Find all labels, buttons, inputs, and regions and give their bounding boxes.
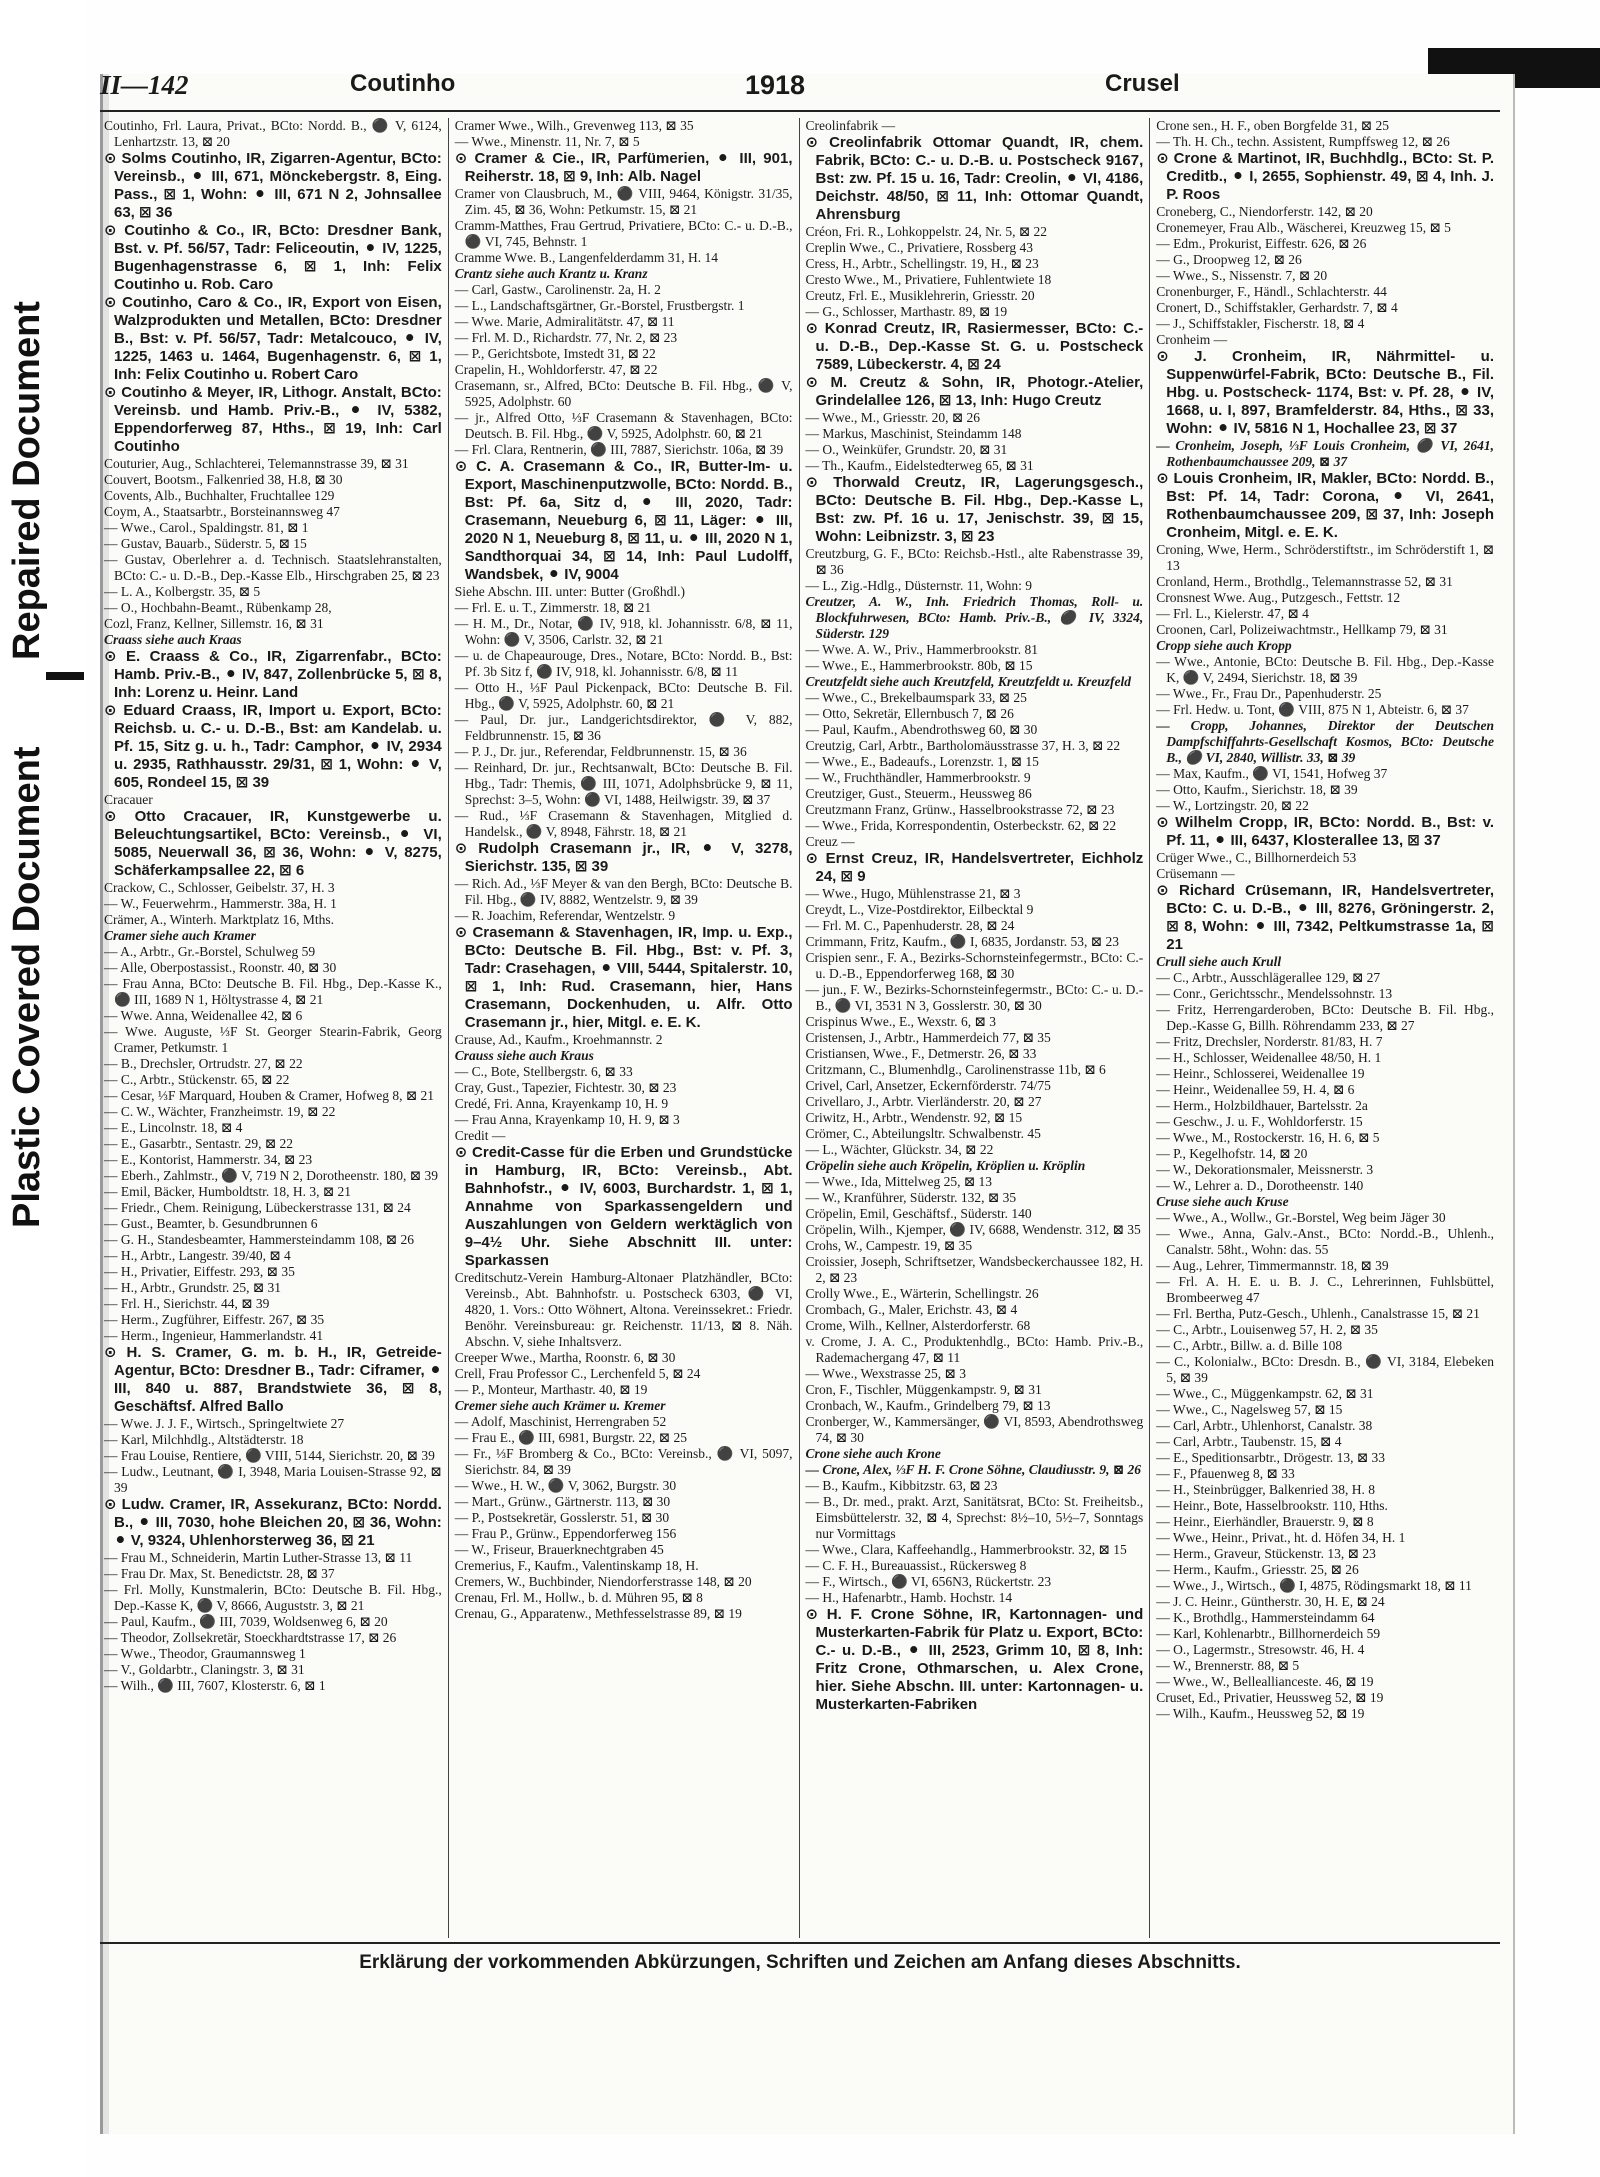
directory-entry: Creutzmann Franz, Grünw., Hasselbrookstrasse 72, ⊠ 23 [805, 802, 1115, 817]
directory-entry: — Edm., Prokurist, Eiffestr. 626, ⊠ 26 [1156, 236, 1367, 251]
directory-entry: ⊙ Thorwald Creutz, IR, Lagerungsgesch., BCto: Deutsche B. Fil. Hbg., Dep.-Kasse L, Bst: zw. Pf. 16 u. 17, Jenischstr. 39, ⊠ 15, Wohn: Leibnizstr. 3, ⊠ 23 [805, 474, 1144, 545]
directory-entry: Creutzfeldt siehe auch Kreutzfeld, Kreutzfeldt u. Kreuzfeld [805, 674, 1132, 689]
directory-entry: — Gust., Beamter, b. Gesundbrunnen 6 [104, 1216, 318, 1231]
directory-entry: — Heinr., Weidenallee 59, H. 4, ⊠ 6 [1156, 1082, 1355, 1097]
directory-entry: Creolinfabrik — [805, 118, 896, 133]
directory-entry: — Crone, Alex, ⅓F H. F. Crone Söhne, Claudiusstr. 9, ⊠ 26 [805, 1462, 1142, 1477]
directory-entry: Cresto Wwe., M., Privatiere, Fuhlentwiete 18 [805, 272, 1052, 287]
directory-entry: — O., Weinküfer, Grundstr. 20, ⊠ 31 [805, 442, 1008, 457]
directory-entry: — Theodor, Zollsekretär, Stoeckhardtstrasse 17, ⊠ 26 [104, 1630, 397, 1645]
directory-entry: — Wwe., C., Müggenkampstr. 62, ⊠ 31 [1156, 1386, 1374, 1401]
directory-entry: Crispinus Wwe., E., Wexstr. 6, ⊠ 3 [805, 1014, 996, 1029]
directory-entry: — C., Kolonialw., BCto: Dresdn. B., ⚫ VI, 3184, Elebeken 5, ⊠ 39 [1156, 1354, 1494, 1385]
directory-entry: Crackow, C., Schlosser, Geibelstr. 37, H. 3 [104, 880, 335, 895]
directory-entry: Crivellaro, J., Arbtr. Vierländerstr. 20, ⊠ 27 [805, 1094, 1042, 1109]
directory-entry: — Wwe., W., Belleallianceste. 46, ⊠ 19 [1156, 1674, 1374, 1689]
directory-entry: — L., Zig.-Hdlg., Düsternstr. 11, Wohn: 9 [805, 578, 1033, 593]
directory-entry: ⊙ Credit-Casse für die Erben und Grundstücke in Hamburg, IR, BCto: Vereinsb., Abt. Bahnhofstr., ⚫ IV, 6003, Burchardstr. 1, ⊠ 1, Annahme von Sparkassengeldern und Auszahlungen von Geldern werktäglich von 9–4½ Uhr. Siehe Abschnitt III. unter: Sparkassen [454, 1144, 793, 1269]
directory-entry: — Wwe., Frida, Korrespondentin, Osterbeckstr. 62, ⊠ 22 [805, 818, 1117, 833]
directory-entry: — P. J., Dr. jur., Referendar, Feldbrunnenstr. 15, ⊠ 36 [454, 744, 747, 759]
directory-entry: — Wilh., Kaufm., Heussweg 52, ⊠ 19 [1156, 1706, 1365, 1721]
directory-entry: — E., Gasarbtr., Sentastr. 29, ⊠ 22 [104, 1136, 294, 1151]
directory-entry: — P., Gerichtsbote, Imstedt 31, ⊠ 22 [454, 346, 656, 361]
directory-entry: — Paul, Kaufm., Abendrothsweg 60, ⊠ 30 [805, 722, 1038, 737]
directory-entry: Cronberger, W., Kammersänger, ⚫ VI, 8593, Abendrothsweg 74, ⊠ 30 [805, 1414, 1144, 1445]
directory-entry: ⊙ Richard Crüsemann, IR, Handelsvertreter, BCto: C. u. D.-B., ⚫ III, 8276, Gröningerstr. 2, ⊠ 8, Wohn: ⚫ III, 7342, Peltkumstrasse 1a, ⊠ 21 [1156, 882, 1494, 953]
directory-entry: — Paul, Kaufm., ⚫ III, 7039, Woldsenweg 6, ⊠ 20 [104, 1614, 388, 1629]
directory-entry: — jr., Alfred Otto, ⅓F Crasemann & Stavenhagen, BCto: Deutsch. B. Fil. Hbg., ⚫ V, 5925, Adolphstr. 60, ⊠ 21 [454, 410, 793, 441]
directory-entry: Cröpelin, Emil, Geschäftsf., Süderstr. 140 [805, 1206, 1032, 1221]
directory-entry: — Frau Anna, Krayenkamp 10, H. 9, ⊠ 3 [454, 1112, 680, 1127]
directory-entry: — Fritz, Drechsler, Norderstr. 81/83, H. 7 [1156, 1034, 1383, 1049]
directory-entry: Croning, Wwe, Herm., Schröderstiftstr., im Schröderstift 1, ⊠ 13 [1156, 542, 1494, 573]
directory-entry: Couturier, Aug., Schlachterei, Telemannstrasse 39, ⊠ 31 [104, 456, 409, 471]
directory-entry: — H., Steinbrügger, Balkenried 38, H. 8 [1156, 1482, 1376, 1497]
directory-entry: — Karl, Milchhdlg., Altstädterstr. 18 [104, 1432, 304, 1447]
directory-entry: — P., Postsekretär, Gosslerstr. 51, ⊠ 30 [454, 1510, 670, 1525]
directory-entry: ⊙ Eduard Craass, IR, Import u. Export, BCto: Reichsb. u. C.- u. D.-B., Bst: am Kandelab. u. Pf. 15, Sitz g. u. h., Tadr: Camphor, ⚫ IV, 2934 u. 2935, Rathhausstr. 29/31, ⊠ 1, Wohn: ⚫ V, 605, Rondeel 15, ⊠ 39 [104, 702, 442, 791]
directory-entry: Cropp siehe auch Kropp [1156, 638, 1292, 653]
directory-entry: — O., Hochbahn-Beamt., Rübenkamp 28, [104, 600, 332, 615]
directory-entry: Crolly Wwe., E., Wärterin, Schellingstr. 26 [805, 1286, 1039, 1301]
directory-entry: Cron, F., Tischler, Müggenkampstr. 9, ⊠ 31 [805, 1382, 1042, 1397]
directory-entry: Crohs, W., Campestr. 19, ⊠ 35 [805, 1238, 973, 1253]
directory-entry: — Cropp, Johannes, Direktor der Deutschen Dampfschiffahrts-Gesellschaft Kosmos, BCto: Deutsche B., ⚫ VI, 2840, Willistr. 33, ⊠ 39 [1156, 718, 1494, 765]
directory-entry: ⊙ Coutinho & Co., IR, BCto: Dresdner Bank, Bst. v. Pf. 56/57, Tadr: Feliceoutin, ⚫ IV, 1225, Bugenhagenstrasse 6, ⊠ 1, Inh: Felix Coutinho u. Rob. Caro [104, 222, 442, 293]
directory-entry: Cramer von Clausbruch, M., ⚫ VIII, 9464, Königstr. 31/35, Zim. 45, ⊠ 36, Wohn: Petkumstr. 15, ⊠ 21 [454, 186, 793, 217]
directory-entry: — Wwe., Hugo, Mühlenstrasse 21, ⊠ 3 [805, 886, 1021, 901]
directory-entry: — E., Speditionsarbtr., Drögestr. 13, ⊠ 33 [1156, 1450, 1386, 1465]
directory-entry: Cronbach, W., Kaufm., Grindelberg 79, ⊠ 13 [805, 1398, 1051, 1413]
directory-entry: ⊙ Otto Cracauer, IR, Kunstgewerbe u. Beleuchtungsartikel, BCto: Vereinsb., ⚫ VI, 5085, Neuerwall 36, ⊠ 36, Wohn: ⚫ V, 8275, Schäferkampsallee 22, ⊠ 6 [104, 808, 442, 879]
directory-entry: — Eberh., Zahlmstr., ⚫ V, 719 N 2, Dorotheenstr. 180, ⊠ 39 [104, 1168, 438, 1183]
directory-entry: — C. W., Wächter, Franzheimstr. 19, ⊠ 22 [104, 1104, 336, 1119]
directory-entry: ⊙ M. Creutz & Sohn, IR, Photogr.-Atelier, Grindelallee 126, ⊠ 13, Inh: Hugo Creutz [805, 374, 1144, 409]
directory-entry: Crüger Wwe., C., Billhornerdeich 53 [1156, 850, 1357, 865]
directory-entry: — Herm., Zugführer, Eiffestr. 267, ⊠ 35 [104, 1312, 325, 1327]
directory-entry: ⊙ Coutinho, Caro & Co., IR, Export von Eisen, Walzprodukten und Metallen, BCto: Dresdner B., Bst: v. Pf. 56/57, Tadr: Metalcouco, ⚫ IV, 1225, 1463 u. 1464, Bugenhagenstr. 6, ⊠ 1, Inh: Felix Coutinho u. Robert Caro [104, 294, 442, 383]
directory-entry: ⊙ Rudolph Crasemann jr., IR, ⚫ V, 3278, Sierichstr. 135, ⊠ 39 [454, 840, 793, 875]
directory-entry: — Fr., ⅓F Bromberg & Co., BCto: Vereinsb., ⚫ VI, 5097, Sierichstr. 84, ⊠ 39 [454, 1446, 793, 1477]
directory-entry: — B., Dr. med., prakt. Arzt, Sanitätsrat, BCto: St. Freiheitsb., Eimsbüttelerstr. 32, ⊠ 4, Sprechst: 8½–10, 5½–7, Sonntags nur Vormittags [805, 1494, 1144, 1541]
directory-entry: Criwitz, H., Arbtr., Wendenstr. 92, ⊠ 15 [805, 1110, 1023, 1125]
directory-entry: — Paul, Dr. jur., Landgerichtsdirektor, ⚫ V, 882, Feldbrunnenstr. 15, ⊠ 36 [454, 712, 793, 743]
directory-entry: Coym, A., Staatsarbtr., Borsteinannsweg 47 [104, 504, 340, 519]
directory-entry: — A., Arbtr., Gr.-Borstel, Schulweg 59 [104, 944, 316, 959]
directory-entry: — Wwe., Ida, Mittelweg 25, ⊠ 13 [805, 1174, 993, 1189]
directory-entry: Cramer siehe auch Kramer [104, 928, 256, 943]
directory-entry: Creutzer, A. W., Inh. Friedrich Thomas, Roll- u. Blockfuhrwesen, BCto: Hamb. Priv.-B., ⚫ IV, 3324, Süderstr. 129 [805, 594, 1144, 641]
directory-entry: — H. M., Dr., Notar, ⚫ IV, 918, kl. Johannisstr. 6/8, ⊠ 11, Wohn: ⚫ V, 3506, Carlstr. 32, ⊠ 21 [454, 616, 793, 647]
directory-entry: — R. Joachim, Referendar, Wentzelstr. 9 [454, 908, 676, 923]
directory-entry: — Wwe. A. W., Priv., Hammerbrookstr. 81 [805, 642, 1038, 657]
directory-entry: — G., Schlosser, Marthastr. 89, ⊠ 19 [805, 304, 1008, 319]
directory-entry: — P., Kegelhofstr. 14, ⊠ 20 [1156, 1146, 1308, 1161]
directory-entry: — Carl, Gastw., Carolinenstr. 2a, H. 2 [454, 282, 661, 297]
directory-entry: ⊙ Konrad Creutz, IR, Rasiermesser, BCto: C.- u. D.-B., Dep.-Kasse St. G. u. Postscheck 7589, Lübeckerstr. 4, ⊠ 24 [805, 320, 1144, 373]
directory-entry: — Otto, Sekretär, Ellernbusch 7, ⊠ 26 [805, 706, 1014, 721]
directory-entry: Creydt, L., Vize-Postdirektor, Eilbecktal 9 [805, 902, 1034, 917]
directory-entry: — Wwe., C., Nagelsweg 57, ⊠ 15 [1156, 1402, 1343, 1417]
directory-entry: Crell, Frau Professor C., Lerchenfeld 5, ⊠ 24 [454, 1366, 701, 1381]
directory-entry: ⊙ Ludw. Cramer, IR, Assekuranz, BCto: Nordd. B., ⚫ III, 7030, hohe Bleichen 20, ⊠ 36, Wohn: ⚫ V, 9324, Uhlenhorsterweg 36, ⊠ 21 [104, 1496, 442, 1549]
directory-entry: — Wwe., S., Nissenstr. 7, ⊠ 20 [1156, 268, 1328, 283]
directory-entry: — J., Schiffstakler, Fischerstr. 18, ⊠ 4 [1156, 316, 1365, 331]
directory-entry: Credit — [454, 1128, 506, 1143]
directory-entry: — Frl. A. H. E. u. B. J. C., Lehrerinnen, Fuhlsbüttel, Brombeerweg 47 [1156, 1274, 1494, 1305]
directory-entry: — Wwe., A., Wollw., Gr.-Borstel, Weg beim Jäger 30 [1156, 1210, 1446, 1225]
directory-entry: — Heinr., Bote, Hasselbrookstr. 110, Hths. [1156, 1498, 1388, 1513]
directory-entry: — Gustav, Bauarb., Süderstr. 5, ⊠ 15 [104, 536, 307, 551]
directory-entry: Crispien senr., F. A., Bezirks-Schornsteinfegermstr., BCto: C.- u. D.-B., Eppendorferweg 168, ⊠ 30 [805, 950, 1144, 981]
directory-entry: Cröpelin siehe auch Kröpelin, Kröplien u. Kröplin [805, 1158, 1086, 1173]
directory-entry: — Wwe., C., Brekelbaumspark 33, ⊠ 25 [805, 690, 1027, 705]
directory-entry: Crivel, Carl, Ansetzer, Eckernförderstr. 74/75 [805, 1078, 1051, 1093]
footer-rule [100, 1942, 1500, 1944]
directory-entry: — Alle, Oberpostassist., Roonstr. 40, ⊠ 30 [104, 960, 337, 975]
directory-entry: Crömer, C., Abteilungsltr. Schwalbenstr. 45 [805, 1126, 1041, 1141]
directory-entry: — Wwe., J., Wirtsch., ⚫ I, 4875, Rödingsmarkt 18, ⊠ 11 [1156, 1578, 1472, 1593]
directory-entry: Crantz siehe auch Krantz u. Kranz [454, 266, 648, 281]
directory-entry: — H., Schlosser, Weidenallee 48/50, H. 1 [1156, 1050, 1382, 1065]
directory-entry: Cronenburger, F., Händl., Schlachterstr. 44 [1156, 284, 1387, 299]
directory-entry: — F., Wirtsch., ⚫ VI, 656N3, Rückertstr. 23 [805, 1574, 1052, 1589]
directory-entry: — W., Friseur, Brauerknechtgraben 45 [454, 1542, 664, 1557]
directory-entry: — Frau M., Schneiderin, Martin Luther-Strasse 13, ⊠ 11 [104, 1550, 413, 1565]
directory-entry: — C., Arbtr., Billw. a. d. Bille 108 [1156, 1338, 1343, 1353]
directory-entry: — Karl, Kohlenarbtr., Billhornerdeich 59 [1156, 1626, 1381, 1641]
directory-entry: — W., Feuerwehrm., Hammerstr. 38a, H. 1 [104, 896, 337, 911]
directory-entry: — O., Lagermstr., Stresowstr. 46, H. 4 [1156, 1642, 1365, 1657]
directory-entry: — Frl. E. u. T., Zimmerstr. 18, ⊠ 21 [454, 600, 652, 615]
directory-entry: — Herm., Holzbildhauer, Bartelsstr. 2a [1156, 1098, 1368, 1113]
directory-entry: Cremer siehe auch Krämer u. Kremer [454, 1398, 666, 1413]
directory-entry: — Frau Louise, Rentiere, ⚫ VIII, 5144, Sierichstr. 20, ⊠ 39 [104, 1448, 435, 1463]
directory-entry: Craass siehe auch Kraas [104, 632, 242, 647]
directory-entry: ⊙ Crone & Martinot, IR, Buchhdlg., BCto: St. P. Creditb., ⚫ I, 2655, Sophienstr. 49, ⊠ 4, Inh. J. P. Roos [1156, 150, 1494, 203]
directory-entry: — Frl. L., Kielerstr. 47, ⊠ 4 [1156, 606, 1309, 621]
directory-entry: Crimmann, Fritz, Kaufm., ⚫ I, 6835, Jordanstr. 53, ⊠ 23 [805, 934, 1119, 949]
directory-entry: — G., Droopweg 12, ⊠ 26 [1156, 252, 1302, 267]
directory-entry: — Reinhard, Dr. jur., Rechtsanwalt, BCto: Deutsche B. Fil. Hbg., Tadr: Themis, ⚫ III, 1071, Adolphsbrücke 9, ⊠ 11, Sprechst: 3–5, Wohn: ⚫ VI, 1488, Heilwigstr. 39, ⊠ 37 [454, 760, 793, 807]
directory-entry: — P., Monteur, Marthastr. 40, ⊠ 19 [454, 1382, 648, 1397]
directory-entry: ⊙ Wilhelm Cropp, IR, BCto: Nordd. B., Bst: v. Pf. 11, ⚫ III, 6437, Klosterallee 13, ⊠ 37 [1156, 814, 1494, 849]
directory-entry: Creutz, Frl. E., Musiklehrerin, Griesstr. 20 [805, 288, 1035, 303]
directory-entry: — Heinr., Eierhändler, Brauerstr. 9, ⊠ 8 [1156, 1514, 1374, 1529]
directory-entry: Cremerius, F., Kaufm., Valentinskamp 18, H. [454, 1558, 699, 1573]
directory-entry: — Friedr., Chem. Reinigung, Lübeckerstrasse 131, ⊠ 24 [104, 1200, 411, 1215]
directory-entry: — Frl. M. C., Papenhuderstr. 28, ⊠ 24 [805, 918, 1015, 933]
directory-entry: Cronemeyer, Frau Alb., Wäscherei, Kreuzweg 15, ⊠ 5 [1156, 220, 1451, 235]
directory-entry: Crull siehe auch Krull [1156, 954, 1282, 969]
directory-entry: — L. A., Kolbergstr. 35, ⊠ 5 [104, 584, 261, 599]
directory-entry: Crenau, Frl. M., Hollw., b. d. Mühren 95, ⊠ 8 [454, 1590, 703, 1605]
header-left-word: Coutinho [350, 70, 456, 97]
directory-entry: Siehe Abschn. III. unter: Butter (Großhdl.) [454, 584, 685, 599]
directory-entry: Crapelin, H., Wohldorferstr. 47, ⊠ 22 [454, 362, 658, 377]
directory-entry: ⊙ J. Cronheim, IR, Nährmittel- u. Suppenwürfel-Fabrik, BCto: Deutsche B., Fil. Hbg. u. Postscheck- 1174, Bst: v. Pf. 28, ⚫ IV, 1668, u. I, 897, Bramfelderstr. 84, Hths., ⊠ 33, Wohn: ⚫ IV, 5816 N 1, Hochallee 23, ⊠ 37 [1156, 348, 1494, 437]
directory-entry: Croonen, Carl, Polizeiwachtmstr., Hellkamp 79, ⊠ 31 [1156, 622, 1448, 637]
column-4 [1149, 118, 1500, 1938]
directory-entry: Cronert, D., Schiffstakler, Gerhardstr. 7, ⊠ 4 [1156, 300, 1398, 315]
directory-entry: — Wwe., E., Badeaufs., Lorenzstr. 1, ⊠ 15 [805, 754, 1039, 769]
header-right-word: Crusel [1105, 70, 1180, 97]
directory-entry: Cronland, Herm., Brothdlg., Telemannstrasse 52, ⊠ 31 [1156, 574, 1453, 589]
directory-entry: Crenau, G., Apparatenw., Methfesselstrasse 89, ⊠ 19 [454, 1606, 742, 1621]
directory-entry: Cress, H., Arbtr., Schellingstr. 19, H., ⊠ 23 [805, 256, 1039, 271]
directory-entry: Cronsnest Wwe. Aug., Putzgesch., Fettstr. 12 [1156, 590, 1401, 605]
column-1 [98, 118, 448, 1938]
directory-entry: Creutzig, Carl, Arbtr., Bartholomäusstrasse 37, H. 3, ⊠ 22 [805, 738, 1121, 753]
directory-entry: Coutinho, Frl. Laura, Privat., BCto: Nordd. B., ⚫ V, 6124, Lenhartzstr. 13, ⊠ 20 [104, 118, 442, 149]
entry-columns [98, 118, 1500, 1938]
directory-entry: — Wwe. J. J. F., Wirtsch., Springeltwiete 27 [104, 1416, 345, 1431]
directory-entry: Cristiansen, Wwe., F., Detmerstr. 26, ⊠ 33 [805, 1046, 1037, 1061]
directory-entry: ⊙ H. S. Cramer, G. m. b. H., IR, Getreide-Agentur, BCto: Dresdner B., Tadr: Ciframer, ⚫ III, 840 u. 887, Brandstwiete 36, ⊠ 8, Geschäftsf. Alfred Ballo [104, 1344, 442, 1415]
directory-entry: — H., Privatier, Eiffestr. 293, ⊠ 35 [104, 1264, 295, 1279]
directory-entry: — Conr., Gerichtsschr., Mendelssohnstr. 13 [1156, 986, 1393, 1001]
directory-entry: — u. de Chapeaurouge, Dres., Notare, BCto: Nordd. B., Bst: Pf. 3b Sitz f, ⚫ IV, 918, kl. Johannisstr. 6/8, ⊠ 11 [454, 648, 793, 679]
directory-entry: — Carl, Arbtr., Taubenstr. 15, ⊠ 4 [1156, 1434, 1342, 1449]
directory-entry: Crasemann, sr., Alfred, BCto: Deutsche B. Fil. Hbg., ⚫ V, 5925, Adolphstr. 60 [454, 378, 793, 409]
directory-entry: Covents, Alb., Buchhalter, Fruchtallee 129 [104, 488, 335, 503]
directory-entry: ⊙ H. F. Crone Söhne, IR, Kartonnagen- und Musterkarten-Fabrik für Platz u. Export, BCto: C.- u. D.-B., ⚫ III, 2523, Grimm 10, ⊠ 8, Inh: Fritz Crone, Othmarschen, u. Alex Crone, hier. Siehe Abschn. III. unter: Kartonnagen- u. Musterkarten-Fabriken [805, 1606, 1144, 1713]
directory-entry: — Ludw., Leutnant, ⚫ I, 3948, Maria Louisen-Strasse 92, ⊠ 39 [104, 1464, 442, 1495]
directory-entry: — Adolf, Maschinist, Herrengraben 52 [454, 1414, 667, 1429]
directory-entry: — Frl. Clara, Rentnerin, ⚫ III, 7887, Sierichstr. 106a, ⊠ 39 [454, 442, 784, 457]
directory-entry: — Wwe., M., Griesstr. 20, ⊠ 26 [805, 410, 981, 425]
footer-note: Erklärung der vorkommenden Abkürzungen, Schriften und Zeichen am Anfang dieses Abschnitts. [359, 1952, 1241, 1973]
directory-entry: — C., Arbtr., Ausschlägerallee 129, ⊠ 27 [1156, 970, 1381, 985]
directory-entry: Creutziger, Gust., Steuerm., Heussweg 86 [805, 786, 1032, 801]
side-margin [0, 0, 86, 2177]
directory-entry: ⊙ Creolinfabrik Ottomar Quandt, IR, chem. Fabrik, BCto: C.- u. D.-B. u. Postscheck 9167, Bst: zw. Pf. 15 u. 16, Tadr: Creolin, ⚫ VI, 4186, Deichstr. 48/50, ⊠ 11, Inh: Ottomar Quandt, Ahrensburg [805, 134, 1144, 223]
directory-entry: — Wwe., H. W., ⚫ V, 3062, Burgstr. 30 [454, 1478, 677, 1493]
directory-entry: — Wwe., Clara, Kaffeehandlg., Hammerbrookstr. 32, ⊠ 15 [805, 1542, 1127, 1557]
directory-entry: — Wwe., Heinr., Privat., ht. d. Höfen 34, H. 1 [1156, 1530, 1406, 1545]
directory-entry: — V., Goldarbtr., Claningstr. 3, ⊠ 31 [104, 1662, 305, 1677]
directory-entry: Créon, Fri. R., Lohkoppelstr. 24, Nr. 5, ⊠ 22 [805, 224, 1048, 239]
directory-entry: Crone siehe auch Krone [805, 1446, 941, 1461]
directory-entry: Cozl, Franz, Kellner, Sillemstr. 16, ⊠ 31 [104, 616, 324, 631]
directory-entry: — C., Bote, Stellbergstr. 6, ⊠ 33 [454, 1064, 633, 1079]
directory-entry: — Cronheim, Joseph, ⅓F Louis Cronheim, ⚫ VI, 2641, Rothenbaumchaussee 209, ⊠ 37 [1156, 438, 1494, 469]
directory-entry: — Carl, Arbtr., Uhlenhorst, Canalstr. 38 [1156, 1418, 1373, 1433]
directory-entry: — W., Brennerstr. 88, ⊠ 5 [1156, 1658, 1300, 1673]
directory-entry: — Wwe., Anna, Galv.-Anst., BCto: Nordd.-B., Uhlenh., Canalstr. 58ht., Wohn: das. 55 [1156, 1226, 1494, 1257]
repaired-document-label: Repaired Document [6, 301, 48, 660]
directory-entry: Cramme Wwe. B., Langenfelderdamm 31, H. 14 [454, 250, 719, 265]
directory-entry: — Frau Anna, BCto: Deutsche B. Fil. Hbg., Dep.-Kasse K., ⚫ III, 1689 N 1, Höltystrasse 4, ⊠ 21 [104, 976, 442, 1007]
directory-entry: ⊙ Solms Coutinho, IR, Zigarren-Agentur, BCto: Vereinsb., ⚫ III, 671, Mönckebergstr. 8, Eing. Pass., ⊠ 1, Wohn: ⚫ III, 671 N 2, Johnsallee 63, ⊠ 36 [104, 150, 442, 221]
directory-entry: Creeper Wwe., Martha, Roonstr. 6, ⊠ 30 [454, 1350, 676, 1365]
directory-entry: — Wwe., Theodor, Graumannsweg 1 [104, 1646, 306, 1661]
directory-entry: — Markus, Maschinist, Steindamm 148 [805, 426, 1022, 441]
directory-entry: — H., Arbtr., Grundstr. 25, ⊠ 31 [104, 1280, 282, 1295]
directory-entry: — Wwe. Anna, Weidenallee 42, ⊠ 6 [104, 1008, 303, 1023]
directory-entry: — Frl. Hedw. u. Tont, ⚫ VIII, 875 N 1, Abteistr. 6, ⊠ 37 [1156, 702, 1469, 717]
directory-entry: Crüsemann — [1156, 866, 1235, 881]
directory-entry: — Frl. Bertha, Putz-Gesch., Uhlenh., Canalstrasse 15, ⊠ 21 [1156, 1306, 1480, 1321]
directory-entry: — Gustav, Oberlehrer a. d. Technisch. Staatslehranstalten, BCto: C.- u. D.-B., Dep.-Kasse Elb., Hirschgraben 25, ⊠ 23 [104, 552, 442, 583]
directory-entry: — C., Arbtr., Stückenstr. 65, ⊠ 22 [104, 1072, 290, 1087]
directory-entry: ⊙ E. Craass & Co., IR, Zigarrenfabr., BCto: Hamb. Priv.-B., ⚫ IV, 847, Zollenbrücke 5, ⊠ 8, Inh: Lorenz u. Heinr. Land [104, 648, 442, 701]
directory-entry: — Frau P., Grünw., Eppendorferweg 156 [454, 1526, 677, 1541]
directory-entry: — Wwe. Marie, Admiralitätstr. 47, ⊠ 11 [454, 314, 675, 329]
directory-entry: — C. F. H., Bureauassist., Rückersweg 8 [805, 1558, 1027, 1573]
directory-entry: — Geschw., J. u. F., Wohldorferstr. 15 [1156, 1114, 1363, 1129]
directory-entry: Crome, Wilh., Kellner, Alsterdorferstr. 68 [805, 1318, 1031, 1333]
directory-entry: ⊙ C. A. Crasemann & Co., IR, Butter-Im- u. Export, Maschinenputzwolle, BCto: Nordd. B., Bst: Pf. 6a, Sitz d, ⚫ III, 2020, Tadr: Crasemann, Neueburg 6, ⊠ 11, Läger: ⚫ III, 2020 N 1, Neueburg 8, ⊠ 11, u. ⚫ III, 2020 N 1, Sandthorquai 34, ⊠ 14, Inh: Paul Ludolff, Wandsbek, ⚫ IV, 9004 [454, 458, 793, 583]
directory-entry: — Wwe., Wexstrasse 25, ⊠ 3 [805, 1366, 966, 1381]
directory-entry: — K., Brothdlg., Hammersteindamm 64 [1156, 1610, 1375, 1625]
directory-entry: — L., Landschaftsgärtner, Gr.-Borstel, Frustbergstr. 1 [454, 298, 745, 313]
directory-entry: — Wilh., ⚫ III, 7607, Klosterstr. 6, ⊠ 1 [104, 1678, 326, 1693]
directory-entry: — Frl. H., Sierichstr. 44, ⊠ 39 [104, 1296, 270, 1311]
directory-entry: — Th. H. Ch., techn. Assistent, Rumpffsweg 12, ⊠ 26 [1156, 134, 1450, 149]
directory-entry: — Frl. M. D., Richardstr. 77, Nr. 2, ⊠ 23 [454, 330, 678, 345]
directory-entry: ⊙ Cramer & Cie., IR, Parfümerien, ⚫ III, 901, Reiherstr. 18, ⊠ 9, Inh: Alb. Nagel [454, 150, 793, 185]
directory-entry: — Emil, Bäcker, Humboldtstr. 18, H. 3, ⊠ 21 [104, 1184, 352, 1199]
directory-entry: ⊙ Ernst Creuz, IR, Handelsvertreter, Eichholz 24, ⊠ 9 [805, 850, 1144, 885]
directory-entry: — Wwe., Fr., Frau Dr., Papenhuderstr. 25 [1156, 686, 1382, 701]
directory-entry: Creuz — [805, 834, 855, 849]
directory-entry: — Wwe. Auguste, ⅓F St. Georger Stearin-Fabrik, Georg Cramer, Petkumstr. 1 [104, 1024, 442, 1055]
directory-entry: — G. H., Standesbeamter, Hammersteindamm 108, ⊠ 26 [104, 1232, 414, 1247]
directory-entry: Cronheim — [1156, 332, 1228, 347]
header-rule [100, 110, 1500, 112]
page-header [100, 70, 1500, 104]
directory-entry: — Th., Kaufm., Eidelstedterweg 65, ⊠ 31 [805, 458, 1034, 473]
directory-entry: Croissier, Joseph, Schriftsetzer, Wandsbeckerchaussee 182, H. 2, ⊠ 23 [805, 1254, 1144, 1285]
directory-entry: — Frau Dr. Max, St. Benedictstr. 28, ⊠ 37 [104, 1566, 335, 1581]
directory-entry: Critzmann, C., Blumenhdlg., Carolinenstrasse 11b, ⊠ 6 [805, 1062, 1106, 1077]
directory-entry: — B., Kaufm., Kibbitzstr. 63, ⊠ 23 [805, 1478, 998, 1493]
directory-entry: — Rich. Ad., ⅓F Meyer & van den Bergh, BCto: Deutsche B. Fil. Hbg., ⚫ IV, 8882, Wentzelstr. 9, ⊠ 39 [454, 876, 793, 907]
directory-entry: ⊙ Crasemann & Stavenhagen, IR, Imp. u. Exp., BCto: Deutsche B. Fil. Hbg., Bst: v. Pf. 3, Tadr: Crasehagen, ⚫ VIII, 5444, Spitalerstr. 10, ⊠ 1, Inh: Rud. Crasemann, hier, Hans Crasemann, Dockenhuden, u. Alfr. Otto Crasemann jr., hier, Mitgl. e. E. K. [454, 924, 793, 1031]
plastic-covered-label: Plastic Covered Document [6, 746, 48, 1228]
directory-entry: — Mart., Grünw., Gärtnerstr. 113, ⊠ 30 [454, 1494, 671, 1509]
directory-entry: — Frau E., ⚫ III, 6981, Burgstr. 22, ⊠ 25 [454, 1430, 687, 1445]
directory-entry: Credé, Fri. Anna, Krayenkamp 10, H. 9 [454, 1096, 669, 1111]
directory-entry: — F., Pfauenweg 8, ⊠ 33 [1156, 1466, 1295, 1481]
header-year: 1918 [745, 70, 806, 100]
directory-entry: Cristensen, J., Arbtr., Hammerdeich 77, ⊠ 35 [805, 1030, 1051, 1045]
directory-entry: — Frl. Molly, Kunstmalerin, BCto: Deutsche B. Fil. Hbg., Dep.-Kasse K, ⚫ V, 8666, Auguststr. 3, ⊠ 21 [104, 1582, 442, 1613]
directory-entry: — Otto, Kaufm., Sierichstr. 18, ⊠ 39 [1156, 782, 1358, 797]
directory-entry: Creditschutz-Verein Hamburg-Altonaer Platzhändler, BCto: Vereinsb., Abt. Bahnhofstr. u. Postscheck 6303, ⚫ VI, 4820, 1. Vors.: Otto Wöhnert, Altona. Vereinssekret.: Friedr. Benöhr. Vereinsbureau: gr. Reichenstr. 11/13, ⊠ 8. Näh. Abschn. V, siehe Inhaltsverz. [454, 1270, 793, 1349]
directory-entry: Cröpelin, Wilh., Kjemper, ⚫ IV, 6688, Wendenstr. 312, ⊠ 35 [805, 1222, 1141, 1237]
directory-entry: — E., Kontorist, Hammerstr. 34, ⊠ 23 [104, 1152, 313, 1167]
directory-entry: Cruse siehe auch Kruse [1156, 1194, 1289, 1209]
directory-entry: — Wwe., Carol., Spaldingstr. 81, ⊠ 1 [104, 520, 309, 535]
directory-entry: — W., Fruchthändler, Hammerbrookstr. 9 [805, 770, 1031, 785]
directory-entry: — Wwe., Minenstr. 11, Nr. 7, ⊠ 5 [454, 134, 640, 149]
directory-entry: — Wwe., E., Hammerbrookstr. 80b, ⊠ 15 [805, 658, 1033, 673]
directory-entry: Cramm-Matthes, Frau Gertrud, Privatiere, BCto: C.- u. D.-B., ⚫ VI, 745, Behnstr. 1 [454, 218, 793, 249]
directory-entry: Crämer, A., Winterh. Marktplatz 16, Mths. [104, 912, 335, 927]
directory-entry: — Rud., ⅓F Crasemann & Stavenhagen, Mitglied d. Handelsk., ⚫ V, 8948, Fährstr. 18, ⊠ 21 [454, 808, 793, 839]
column-3 [799, 118, 1150, 1938]
page-number: II—142 [100, 70, 189, 100]
directory-entry: Crombach, G., Maler, Erichstr. 43, ⊠ 4 [805, 1302, 1018, 1317]
directory-entry: — Fritz, Herrengarderoben, BCto: Deutsche B. Fil. Hbg., Dep.-Kasse G, Billh. Röhrendamm 233, ⊠ 27 [1156, 1002, 1494, 1033]
directory-entry: — Max, Kaufm., ⚫ VI, 1541, Hofweg 37 [1156, 766, 1388, 781]
directory-entry: ⊙ Louis Cronheim, IR, Makler, BCto: Nordd. B., Bst: Pf. 14, Tadr: Corona, ⚫ VI, 2641, Rothenbaumchaussee 209, ⊠ 37, Inh: Joseph Cronheim, Mitgl. e. E. K. [1156, 470, 1494, 541]
directory-entry: — Herm., Kaufm., Griesstr. 25, ⊠ 26 [1156, 1562, 1359, 1577]
directory-entry: Crause, Ad., Kaufm., Kroehmannstr. 2 [454, 1032, 663, 1047]
label-separator [46, 672, 84, 680]
directory-entry: Cruset, Ed., Privatier, Heussweg 52, ⊠ 19 [1156, 1690, 1384, 1705]
directory-entry: — Herm., Ingenieur, Hammerlandstr. 41 [104, 1328, 324, 1343]
directory-entry: Crone sen., H. F., oben Borgfelde 31, ⊠ 25 [1156, 118, 1389, 133]
directory-entry: — H., Arbtr., Langestr. 39/40, ⊠ 4 [104, 1248, 291, 1263]
directory-entry: — B., Drechsler, Ortrudstr. 27, ⊠ 22 [104, 1056, 303, 1071]
directory-entry: — E., Lincolnstr. 18, ⊠ 4 [104, 1120, 243, 1135]
directory-entry: — Aug., Lehrer, Timmermannstr. 18, ⊠ 39 [1156, 1258, 1389, 1273]
directory-entry: — W., Lortzingstr. 20, ⊠ 22 [1156, 798, 1309, 813]
directory-entry: — jun., F. W., Bezirks-Schornsteinfegermstr., BCto: C.- u. D.-B., ⚫ VI, 3531 N 3, Gosslerstr. 30, ⊠ 30 [805, 982, 1144, 1013]
directory-entry: Cracauer [104, 792, 153, 807]
directory-entry: Cray, Gust., Tapezier, Fichtestr. 30, ⊠ 23 [454, 1080, 677, 1095]
directory-entry: — Otto H., ⅓F Paul Pickenpack, BCto: Deutsche B. Fil. Hbg., ⚫ V, 5925, Adolphstr. 60, ⊠ 21 [454, 680, 793, 711]
directory-entry: Cramer Wwe., Wilh., Grevenweg 113, ⊠ 35 [454, 118, 694, 133]
directory-entry: Couvert, Bootsm., Falkenried 38, H.8, ⊠ 30 [104, 472, 343, 487]
directory-entry: Creutzburg, G. F., BCto: Reichsb.-Hstl., alte Rabenstrasse 39, ⊠ 36 [805, 546, 1144, 577]
directory-entry: — Cesar, ⅓F Marquard, Houben & Cramer, Hofweg 8, ⊠ 21 [104, 1088, 435, 1103]
directory-entry: v. Crome, J. A. C., Produktenhdlg., BCto: Hamb. Priv.-B., Rademachergang 47, ⊠ 11 [805, 1334, 1144, 1365]
directory-entry: — C., Arbtr., Louisenweg 57, H. 2, ⊠ 35 [1156, 1322, 1378, 1337]
directory-entry: — Wwe., Antonie, BCto: Deutsche B. Fil. Hbg., Dep.-Kasse K, ⚫ V, 2494, Sierichstr. 18, ⊠ 39 [1156, 654, 1494, 685]
directory-entry: — J. C. Heinr., Güntherstr. 30, H. E, ⊠ 24 [1156, 1594, 1385, 1609]
directory-entry: Creplin Wwe., C., Privatiere, Rossberg 43 [805, 240, 1033, 255]
column-2 [448, 118, 799, 1938]
directory-entry: Cremers, W., Buchbinder, Niendorferstrasse 148, ⊠ 20 [454, 1574, 752, 1589]
directory-entry: Crauss siehe auch Kraus [454, 1048, 594, 1063]
directory-entry: — Herm., Graveur, Stückenstr. 13, ⊠ 23 [1156, 1546, 1376, 1561]
directory-entry: — W., Kranführer, Süderstr. 132, ⊠ 35 [805, 1190, 1017, 1205]
directory-entry: — Heinr., Schlosserei, Weidenallee 19 [1156, 1066, 1365, 1081]
directory-entry: — Wwe., M., Rostockerstr. 16, H. 6, ⊠ 5 [1156, 1130, 1380, 1145]
directory-entry: — W., Lehrer a. D., Dorotheenstr. 140 [1156, 1178, 1364, 1193]
directory-entry: — H., Hafenarbtr., Hamb. Hochstr. 14 [805, 1590, 1013, 1605]
directory-entry: — W., Dekorationsmaler, Meissnerstr. 3 [1156, 1162, 1374, 1177]
directory-entry: — L., Wächter, Glückstr. 34, ⊠ 22 [805, 1142, 994, 1157]
directory-entry: Croneberg, C., Niendorferstr. 142, ⊠ 20 [1156, 204, 1373, 219]
directory-entry: ⊙ Coutinho & Meyer, IR, Lithogr. Anstalt, BCto: Vereinsb. und Hamb. Priv.-B., ⚫ IV, 5382, Eppendorferweg 87, Hths., ⊠ 19, Inh: Carl Coutinho [104, 384, 442, 455]
